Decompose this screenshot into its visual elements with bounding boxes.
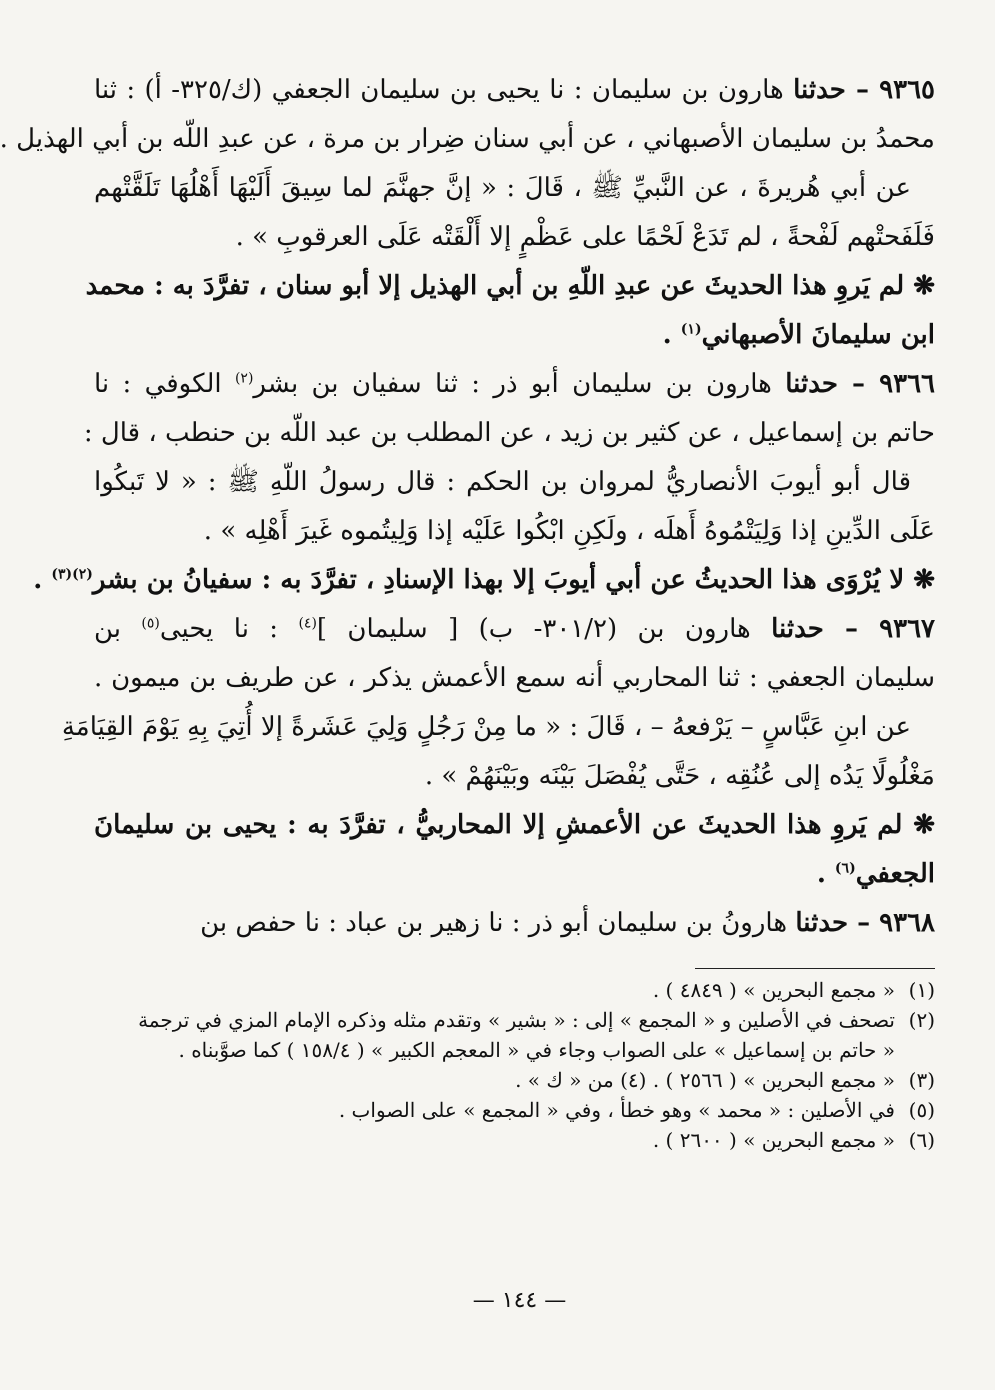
text-line	[94, 66, 935, 115]
text-line	[94, 311, 935, 360]
text-line	[83, 409, 935, 458]
footnote-text: تصحف في الأصلين و « المجمع » إلى : « بشير » وتقدم مثله وذكره الإمام المزي في ترجمة	[138, 1008, 895, 1032]
line-text-tail: .	[816, 859, 835, 889]
text-line	[94, 458, 935, 507]
line-text: عن أبي هُريرةَ ، عن النَّبيِّ ﷺ ، قَالَ : « إنَّ جهنَّمَ لما سِيقَ أَلَيْهَا أَهْلُهَا تَلَقَّتْهم	[94, 173, 911, 203]
text-line	[94, 752, 935, 801]
line-text-tail: .	[662, 320, 681, 350]
line-text: مَغْلُولًا يَدُه إلى عُنُقِه ، حَتَّى يُفْصَلَ بَيْنَه وبَيْنَهُمْ » .	[424, 761, 935, 791]
line-text: فَلَفَحتْهم لَفْحةً ، لم تَدَعْ لَحْمًا على عَظْمٍ إلا أَلْقَتْه عَلَى العرقوبِ » .	[235, 222, 935, 252]
line-text: هارون بن سليمان : نا يحيى بن سليمان الجعفي (ك/٣٢٥- أ) : ثنا	[94, 75, 794, 105]
line-text: حاتم بن إسماعيل ، عن كثير بن زيد ، عن المطلب بن عبد اللّه بن حنطب ، قال :	[83, 418, 935, 448]
footnote	[94, 1005, 935, 1035]
footnote-divider	[695, 968, 935, 969]
line-text: عن ابنِ عَبَّاسٍ – يَرْفعهُ – ، قَالَ : « ما مِنْ رَجُلٍ وَلِيَ عَشَرةً إلا أُتِيَ بِهِ يَوْمَ القِيَامَةِ	[61, 712, 911, 742]
footnote-number: (٢)	[908, 1008, 935, 1032]
hadith-number: ٩٣٦٦ – حدثنا	[785, 369, 936, 399]
page-number: — ١٤٤ —	[472, 1288, 567, 1313]
footnote-ref: (٥)	[141, 615, 160, 632]
text-line	[94, 605, 935, 654]
hadith-number: ٩٣٦٥ – حدثنا	[793, 75, 935, 105]
line-text: هارون بن (٣٠١/٢- ب) [ سليمان ]	[316, 614, 772, 644]
text-line	[94, 654, 935, 703]
text-line	[33, 556, 935, 605]
footnote-number: (٦)	[908, 1128, 935, 1152]
line-text: ❋ لم يَروِ هذا الحديثَ عن عبدِ اللّهِ بن أبي الهذيل إلا أبو سنان ، تفرَّدَ به : محمد	[85, 271, 935, 301]
line-text: قال أبو أيوبَ الأنصاريُّ لمروان بن الحكم : قال رسولُ اللّهِ ﷺ : « لا تَبكُوا	[94, 467, 911, 497]
line-text: ابن سليمانَ الأصبهاني	[701, 320, 935, 350]
hadith-block	[33, 360, 936, 605]
footnote-text: « حاتم بن إسماعيل » على الصواب وجاء في « المعجم الكبير » ( ١٥٨/٤ ) كما صوَّبناه .	[178, 1038, 895, 1062]
footnote	[94, 1125, 935, 1155]
text-line	[94, 164, 935, 213]
footnote-text: « مجمع البحرين » ( ٢٥٦٦ ) . (٤) من « ك » .	[515, 1068, 895, 1092]
hadith-number: ٩٣٦٨ – حدثنا	[795, 908, 935, 938]
footnote-text: في الأصلين : « محمد » وهو خطأ ، وفي « المجمع » على الصواب .	[338, 1098, 895, 1122]
hadith-block	[0, 66, 935, 360]
footnote	[94, 1065, 935, 1095]
footnote-number: (٣)	[908, 1068, 935, 1092]
line-text: الجعفي	[855, 859, 935, 889]
hadith-block	[94, 899, 935, 948]
hadith-number: ٩٣٦٧ – حدثنا	[771, 614, 936, 644]
line-text: محمدُ بن سليمان الأصبهاني ، عن أبي سنان ضِرار بن مرة ، عن عبدِ اللّه بن أبي الهذيل .	[0, 124, 935, 154]
footnote-ref: (٤)	[298, 615, 317, 632]
footnote-ref: (٦)	[834, 860, 856, 877]
line-text: ❋ لا يُرْوَى هذا الحديثُ عن أبي أيوبَ إلا بهذا الإسنادِ ، تفرَّدَ به : سفيانُ بن بشر	[92, 565, 935, 595]
footnote-text: « مجمع البحرين » ( ٢٦٠٠ ) .	[652, 1128, 895, 1152]
text-line	[94, 213, 935, 262]
text-line	[94, 801, 935, 850]
line-text-tail: الكوفي : نا	[94, 369, 235, 399]
line-text: هارون بن سليمان أبو ذر : ثنا سفيان بن بشر	[253, 369, 786, 399]
text-line	[94, 507, 935, 556]
footnote	[94, 975, 935, 1005]
line-text-tail: .	[33, 565, 52, 595]
footnote-ref: (٢)(٣)	[51, 566, 93, 583]
line-text: عَلَى الدِّينِ إذا وَلِيَتْمُوهُ أَهلَه ، ولَكِنِ ابْكُوا عَلَيْه إذا وَلِيتُموه غَيرَ أَهْلِه » .	[203, 516, 935, 546]
footnote-number: (٥)	[908, 1098, 935, 1122]
text-line	[94, 850, 935, 899]
line-text: سليمان الجعفي : ثنا المحاربي أنه سمع الأعمش يذكر ، عن طريف بن ميمون .	[94, 663, 935, 693]
footnote-ref: (٢)	[234, 370, 254, 387]
line-text-tail: بن	[94, 614, 142, 644]
footnote	[94, 1095, 935, 1125]
hadith-block	[61, 605, 936, 899]
text-line	[85, 262, 935, 311]
footnote-number: (١)	[908, 978, 935, 1002]
text-line	[94, 360, 935, 409]
line-text-tail: : نا يحيى	[159, 614, 299, 644]
footnote-ref: (١)	[680, 321, 702, 338]
footnote-text: « مجمع البحرين » ( ٤٨٤٩ ) .	[652, 978, 895, 1002]
text-line	[0, 115, 935, 164]
text-line	[94, 899, 935, 948]
line-text: هارونُ بن سليمان أبو ذر : نا زهير بن عباد : نا حفص بن	[200, 908, 796, 938]
text-line	[61, 703, 935, 752]
footnote	[94, 1035, 935, 1065]
page-body	[0, 66, 936, 1155]
line-text: ❋ لم يَروِ هذا الحديثَ عن الأعمشِ إلا المحاربيُّ ، تفرَّدَ به : يحيى بن سليمانَ	[94, 810, 935, 840]
